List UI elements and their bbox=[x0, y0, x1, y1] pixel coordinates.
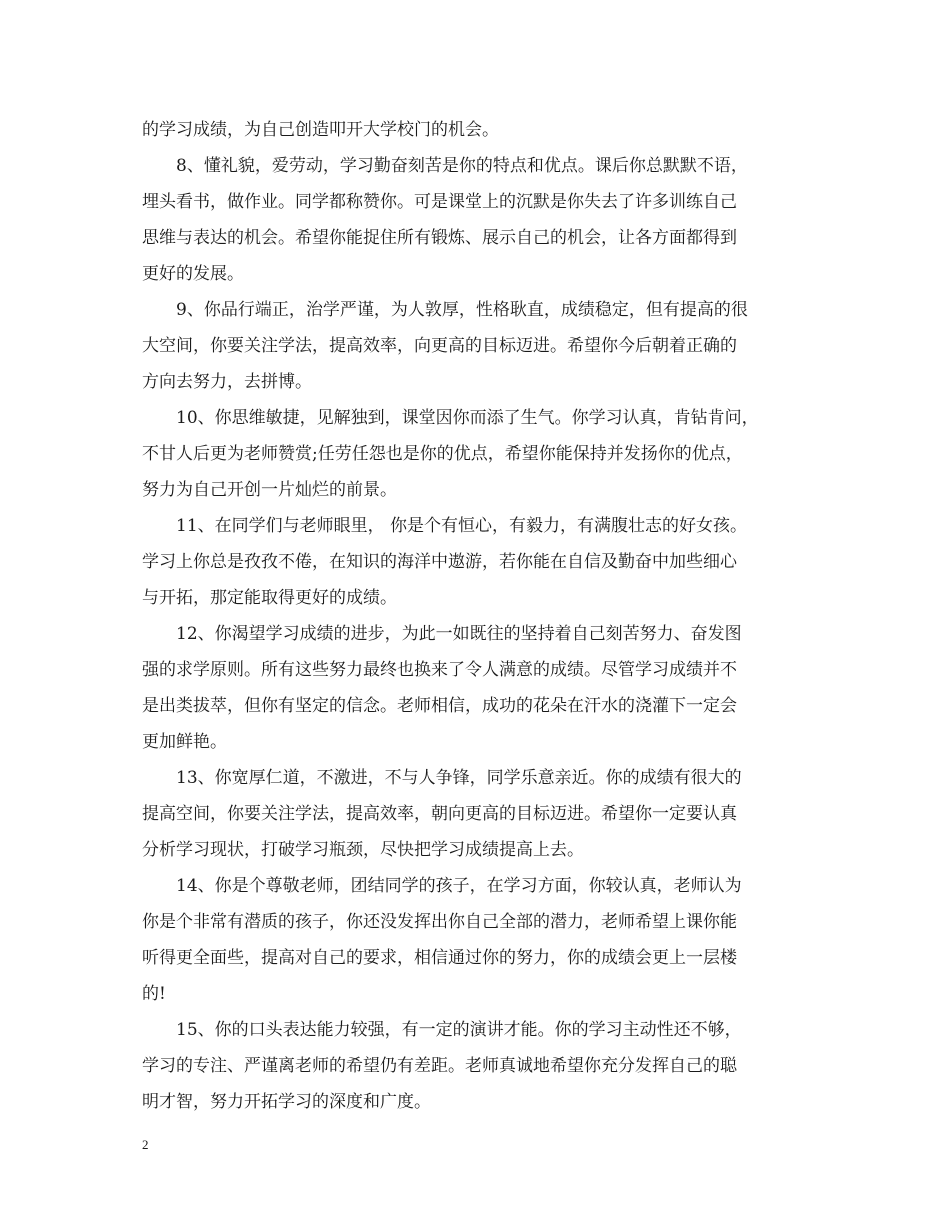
paragraph bbox=[142, 1014, 814, 1118]
text-line: 明才智，努力开拓学习的深度和广度。 bbox=[142, 1092, 431, 1112]
text-line: 学习的专注、严谨离老师的希望仍有差距。老师真诚地希望你充分发挥自己的聪 bbox=[142, 1056, 737, 1076]
text-line: 的学习成绩，为自己创造叩开大学校门的机会。 bbox=[142, 120, 499, 140]
text-line: 学习上你总是孜孜不倦，在知识的海洋中遨游，若你能在自信及勤奋中加些细心 bbox=[142, 552, 737, 572]
text-line: 强的求学原则。所有这些努力最终也换来了令人满意的成绩。尽管学习成绩并不 bbox=[142, 660, 737, 680]
text-line: 15、你的口头表达能力较强，有一定的演讲才能。你的学习主动性还不够， bbox=[176, 1020, 742, 1040]
text-line: 9、你品行端正，治学严谨，为人敦厚，性格耿直，成绩稳定，但有提高的很 bbox=[176, 300, 748, 320]
text-line: 埋头看书，做作业。同学都称赞你。可是课堂上的沉默是你失去了许多训练自己 bbox=[142, 192, 737, 212]
text-line: 8、懂礼貌，爱劳动，学习勤奋刻苦是你的特点和优点。课后你总默默不语， bbox=[176, 156, 748, 176]
text-line: 方向去努力，去拼博。 bbox=[142, 372, 312, 392]
text-line: 的! bbox=[142, 984, 166, 1004]
paragraph bbox=[142, 870, 814, 1010]
paragraph bbox=[142, 510, 814, 614]
text-line: 14、你是个尊敬老师，团结同学的孩子，在学习方面，你较认真，老师认为 bbox=[176, 876, 742, 896]
page-number: 2 bbox=[142, 1137, 149, 1152]
text-line: 13、你宽厚仁道，不激进，不与人争锋，同学乐意亲近。你的成绩有很大的 bbox=[176, 768, 742, 788]
text-line: 听得更全面些，提高对自己的要求，相信通过你的努力，你的成绩会更上一层楼 bbox=[142, 948, 737, 968]
text-line: 更好的发展。 bbox=[142, 264, 244, 284]
text-line: 12、你渴望学习成绩的进步，为此一如既往的坚持着自己刻苦努力、奋发图 bbox=[176, 624, 742, 644]
text-line: 11、在同学们与老师眼里， 你是个有恒心，有毅力，有满腹壮志的好女孩。 bbox=[176, 516, 748, 536]
paragraph bbox=[142, 294, 814, 398]
text-line: 不甘人后更为老师赞赏;任劳任怨也是你的优点，希望你能保持并发扬你的优点， bbox=[142, 444, 743, 464]
text-line: 更加鲜艳。 bbox=[142, 732, 227, 752]
text-line: 提高空间，你要关注学法，提高效率，朝向更高的目标迈进。希望你一定要认真 bbox=[142, 804, 737, 824]
paragraph bbox=[142, 150, 814, 290]
text-line: 思维与表达的机会。希望你能捉住所有锻炼、展示自己的机会，让各方面都得到 bbox=[142, 228, 737, 248]
paragraph bbox=[142, 762, 814, 866]
paragraph bbox=[142, 618, 814, 758]
text-line: 与开拓，那定能取得更好的成绩。 bbox=[142, 588, 397, 608]
text-line: 你是个非常有潜质的孩子，你还没发挥出你自己全部的潜力，老师希望上课你能 bbox=[142, 912, 737, 932]
paragraph bbox=[142, 402, 814, 506]
text-line: 分析学习现状，打破学习瓶颈，尽快把学习成绩提高上去。 bbox=[142, 840, 584, 860]
document-body bbox=[142, 114, 814, 1118]
paragraph bbox=[142, 114, 814, 146]
text-line: 努力为自己开创一片灿烂的前景。 bbox=[142, 480, 397, 500]
text-line: 大空间，你要关注学法，提高效率，向更高的目标迈进。希望你今后朝着正确的 bbox=[142, 336, 737, 356]
text-line: 是出类拔萃，但你有坚定的信念。老师相信，成功的花朵在汗水的浇灌下一定会 bbox=[142, 696, 737, 716]
text-line: 10、你思维敏捷，见解独到，课堂因你而添了生气。你学习认真，肯钻肯问， bbox=[176, 408, 759, 428]
